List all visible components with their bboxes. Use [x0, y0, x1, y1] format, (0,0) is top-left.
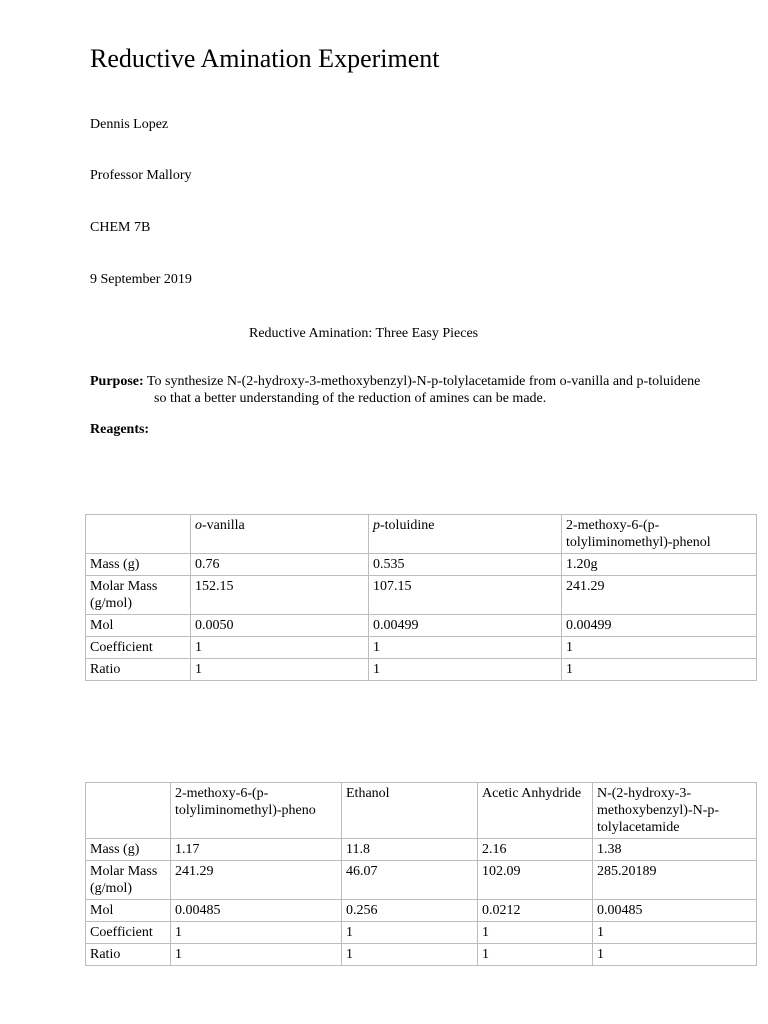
table-header-cell — [86, 783, 171, 839]
table-cell: 1 — [478, 944, 593, 966]
row-label: Mol — [86, 615, 191, 637]
document-date: 9 September 2019 — [90, 272, 192, 287]
row-label: Ratio — [86, 659, 191, 681]
table-row — [86, 900, 757, 922]
table-cell: 1 — [369, 637, 562, 659]
table-header-cell: N-(2-hydroxy-3-methoxybenzyl)-N-p-tolylacetamide — [593, 783, 757, 839]
row-label: Mass (g) — [86, 554, 191, 576]
table-row — [86, 861, 757, 900]
table-cell: 241.29 — [562, 576, 757, 615]
reagents-table-1 — [85, 514, 757, 681]
course-name: CHEM 7B — [90, 220, 151, 235]
table-cell: 1 — [342, 922, 478, 944]
table-cell: 46.07 — [342, 861, 478, 900]
table-header-cell: Acetic Anhydride — [478, 783, 593, 839]
row-label: Coefficient — [86, 922, 171, 944]
purpose-text-line1: To synthesize N-(2-hydroxy-3-methoxybenzyl)-N-p-tolylacetamide from o-vanilla and p-toluidene — [146, 374, 701, 389]
table-header-cell: 2-methoxy-6-(p-tolyliminomethyl)-pheno — [171, 783, 342, 839]
table-cell: 0.76 — [191, 554, 369, 576]
purpose-text-line2: so that a better understanding of the reduction of amines can be made. — [154, 391, 547, 406]
table-cell: 1.38 — [593, 839, 757, 861]
table-cell: 2.16 — [478, 839, 593, 861]
table-row — [86, 659, 757, 681]
table-header-row — [86, 515, 757, 554]
table-cell: 1 — [191, 637, 369, 659]
professor-name: Professor Mallory — [90, 168, 192, 183]
table-cell: 1 — [593, 944, 757, 966]
table-cell: 1 — [562, 659, 757, 681]
table-cell: 241.29 — [171, 861, 342, 900]
document-subtitle: Reductive Amination: Three Easy Pieces — [249, 326, 479, 341]
table-cell: 1 — [171, 944, 342, 966]
table-header-cell: Ethanol — [342, 783, 478, 839]
table-cell: 1 — [342, 944, 478, 966]
table-cell: 0.0212 — [478, 900, 593, 922]
purpose-label: Purpose: — [90, 374, 144, 389]
row-label: Ratio — [86, 944, 171, 966]
row-label: Molar Mass (g/mol) — [86, 576, 191, 615]
row-label: Mol — [86, 900, 171, 922]
table-row — [86, 922, 757, 944]
table-cell: 1.17 — [171, 839, 342, 861]
table-row — [86, 637, 757, 659]
table-cell: 152.15 — [191, 576, 369, 615]
reagents-heading: Reagents: — [90, 422, 150, 437]
table-cell: 285.20189 — [593, 861, 757, 900]
table-header-cell: p-toluidine — [369, 515, 562, 554]
table-cell: 1 — [478, 922, 593, 944]
author-name: Dennis Lopez — [90, 117, 169, 132]
table-header-cell: 2-methoxy-6-(p-tolyliminomethyl)-phenol — [562, 515, 757, 554]
table-cell: 1 — [593, 922, 757, 944]
table-cell: 1 — [191, 659, 369, 681]
table-row — [86, 944, 757, 966]
table-cell: 0.00499 — [369, 615, 562, 637]
table-cell: 0.00485 — [593, 900, 757, 922]
purpose-paragraph — [90, 373, 758, 407]
table-row — [86, 615, 757, 637]
table-row — [86, 839, 757, 861]
document-title: Reductive Amination Experiment — [90, 44, 440, 73]
table-cell: 1 — [562, 637, 757, 659]
table-cell: 1.20g — [562, 554, 757, 576]
table-header-cell — [86, 515, 191, 554]
table-cell: 0.00499 — [562, 615, 757, 637]
table-row — [86, 576, 757, 615]
table-header-cell: o-vanilla — [191, 515, 369, 554]
row-label: Mass (g) — [86, 839, 171, 861]
table-cell: 0.0050 — [191, 615, 369, 637]
row-label: Molar Mass (g/mol) — [86, 861, 171, 900]
table-cell: 0.535 — [369, 554, 562, 576]
reagents-table-2 — [85, 782, 757, 966]
table-header-row — [86, 783, 757, 839]
table-cell: 102.09 — [478, 861, 593, 900]
table-cell: 107.15 — [369, 576, 562, 615]
table-cell: 1 — [369, 659, 562, 681]
table-cell: 0.00485 — [171, 900, 342, 922]
table-cell: 1 — [171, 922, 342, 944]
row-label: Coefficient — [86, 637, 191, 659]
table-row — [86, 554, 757, 576]
table-cell: 0.256 — [342, 900, 478, 922]
table-cell: 11.8 — [342, 839, 478, 861]
